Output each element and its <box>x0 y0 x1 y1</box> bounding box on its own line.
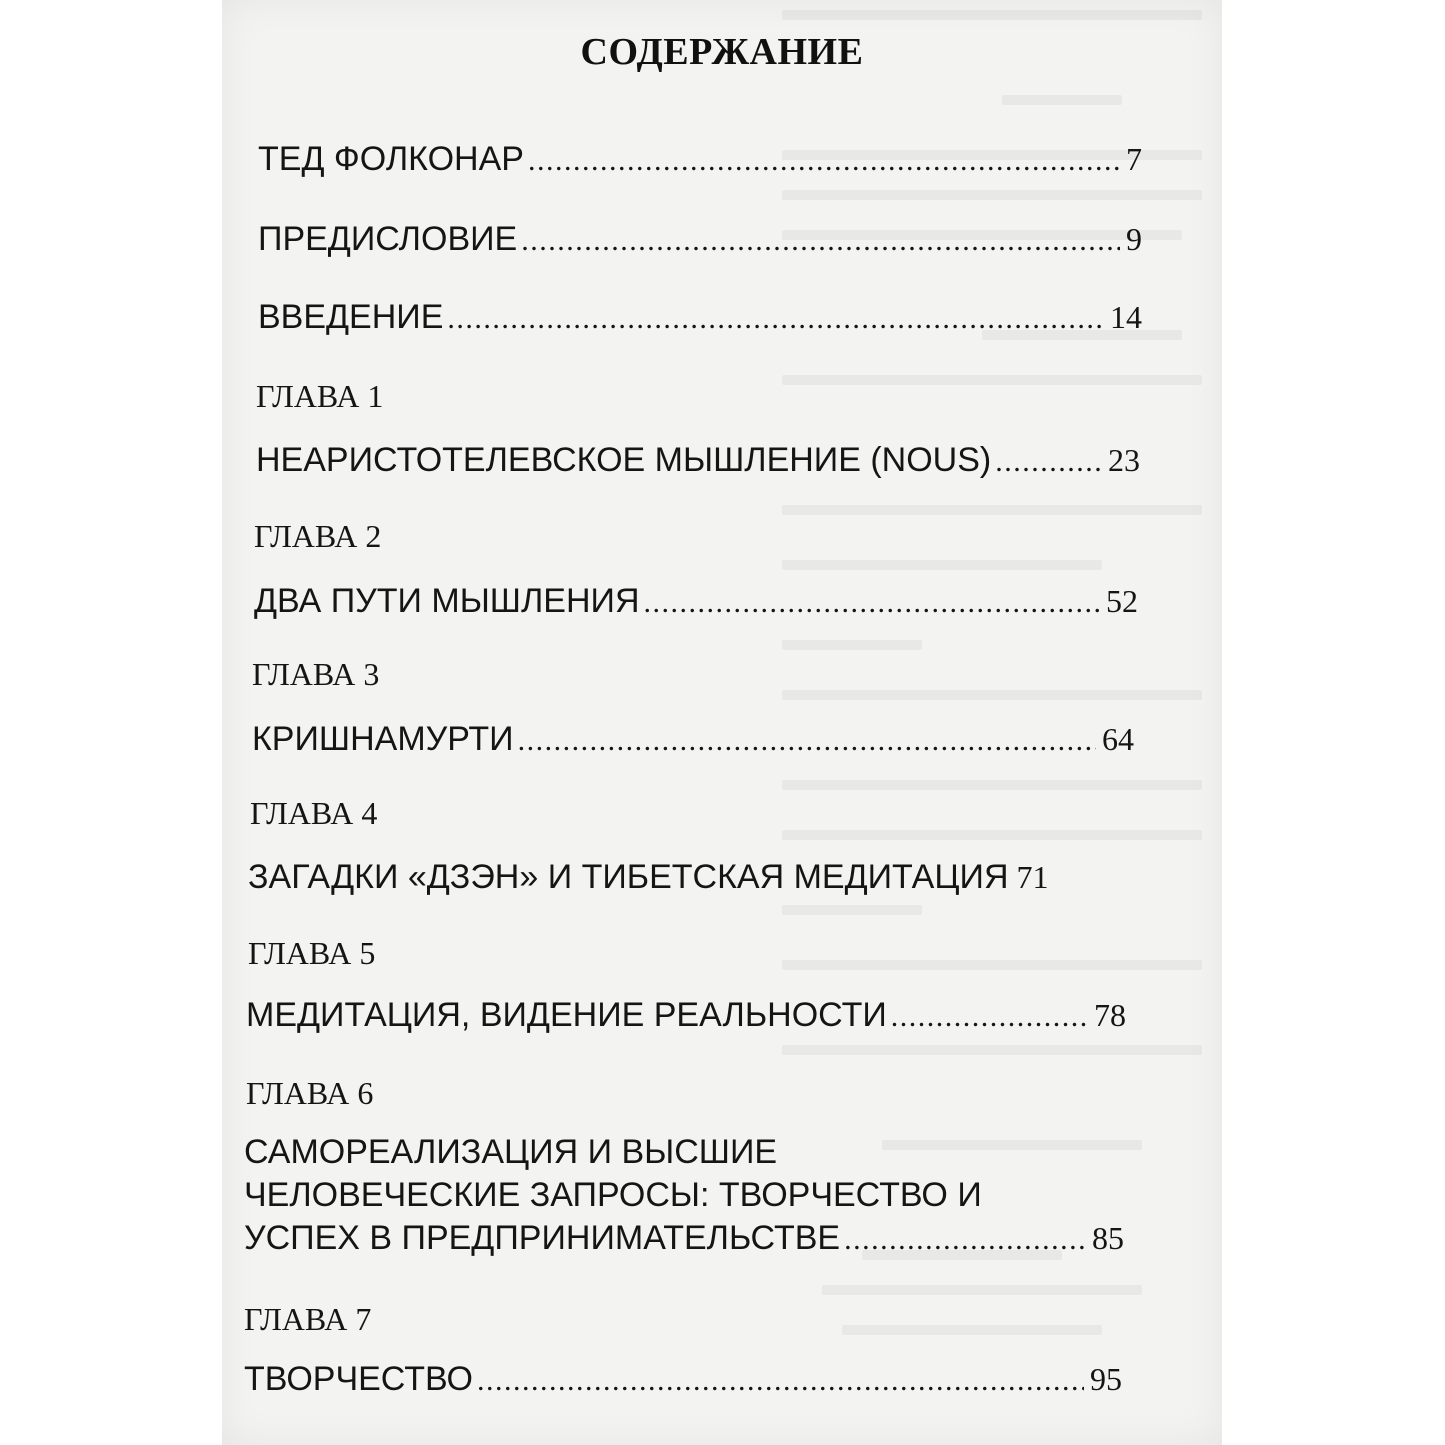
entry-page-number: 14 <box>1110 299 1142 335</box>
dot-leader <box>844 1225 1086 1255</box>
chapter-label: ГЛАВА 3 <box>252 656 380 692</box>
entry-page-number: 52 <box>1106 583 1138 619</box>
chapter-label: ГЛАВА 4 <box>250 795 378 831</box>
toc-entry[interactable] <box>256 443 1140 477</box>
entry-title: ПРЕДИСЛОВИЕ <box>258 220 518 258</box>
toc-entry[interactable] <box>252 722 1134 756</box>
toc-entry[interactable] <box>244 1362 1122 1396</box>
entry-page-number: 71 <box>1016 859 1049 895</box>
toc-entry[interactable] <box>258 222 1142 256</box>
entry-title: ВВЕДЕНИЕ <box>258 298 444 336</box>
dot-leader <box>644 588 1100 618</box>
entry-title: НЕАРИСТОТЕЛЕВСКОЕ МЫШЛЕНИЕ (NOUS) <box>256 441 992 479</box>
toc-entry[interactable] <box>258 142 1142 176</box>
entry-page-number: 85 <box>1092 1220 1124 1256</box>
book-page <box>222 0 1222 1445</box>
toc-entry[interactable] <box>254 584 1138 618</box>
dot-leader <box>477 1366 1084 1396</box>
toc-entry[interactable] <box>244 1221 1124 1255</box>
chapter-label: ГЛАВА 6 <box>246 1075 374 1111</box>
chapter-label: ГЛАВА 1 <box>256 378 384 414</box>
entry-page-number: 95 <box>1090 1361 1122 1397</box>
entry-page-number: 23 <box>1108 442 1140 478</box>
toc-entry[interactable] <box>248 860 1130 894</box>
dot-leader <box>521 226 1120 256</box>
chapter-label: ГЛАВА 2 <box>254 518 382 554</box>
dot-leader <box>447 304 1104 334</box>
entry-title: МЕДИТАЦИЯ, ВИДЕНИЕ РЕАЛЬНОСТИ <box>246 996 887 1034</box>
entry-title-line[interactable]: САМОРЕАЛИЗАЦИЯ И ВЫСШИЕ <box>244 1133 778 1171</box>
entry-title: ТЕД ФОЛКОНАР <box>258 140 524 178</box>
toc-entry[interactable] <box>258 300 1142 334</box>
entry-page-number: 7 <box>1126 141 1142 177</box>
dot-leader <box>518 726 1096 756</box>
dot-leader <box>995 447 1102 477</box>
toc-entry[interactable] <box>246 998 1126 1032</box>
entry-title: УСПЕХ В ПРЕДПРИНИМАТЕЛЬСТВЕ <box>244 1219 841 1257</box>
chapter-label: ГЛАВА 7 <box>244 1301 372 1337</box>
entry-title-line[interactable]: ЧЕЛОВЕЧЕСКИЕ ЗАПРОСЫ: ТВОРЧЕСТВО И <box>244 1176 982 1214</box>
toc-title: СОДЕРЖАНИЕ <box>580 31 864 73</box>
dot-leader <box>891 1002 1088 1032</box>
entry-title: ДВА ПУТИ МЫШЛЕНИЯ <box>254 582 640 620</box>
entry-title: КРИШНАМУРТИ <box>252 720 514 758</box>
entry-page-number: 64 <box>1102 721 1134 757</box>
chapter-label: ГЛАВА 5 <box>248 935 376 971</box>
entry-page-number: 78 <box>1094 997 1126 1033</box>
dot-leader <box>528 146 1120 176</box>
entry-title: ЗАГАДКИ «ДЗЭН» И ТИБЕТСКАЯ МЕДИТАЦИЯ <box>248 858 1009 896</box>
entry-page-number: 9 <box>1126 221 1142 257</box>
entry-title: ТВОРЧЕСТВО <box>244 1360 473 1398</box>
